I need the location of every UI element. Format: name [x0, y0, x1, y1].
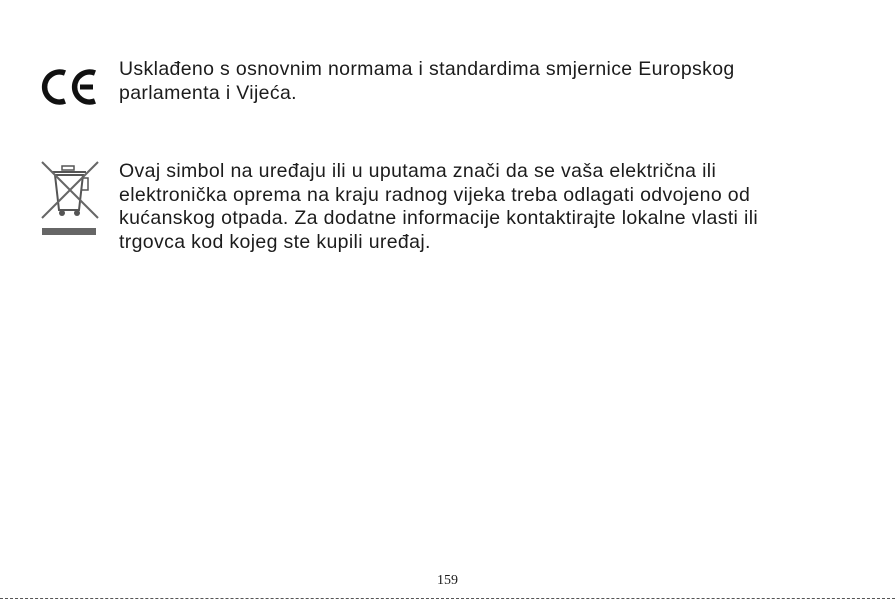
ce-mark-icon [40, 66, 98, 113]
ce-notice-text: Usklađeno s osnovnim normama i standardima smjernice Europskog parlamenta i Vijeća. [119, 58, 735, 104]
weee-notice-text: Ovaj simbol na uređaju ili u uputama znači da se vaša električna ili elektronička oprema na kraju radnog vijeka treba odlagati odvojeno od kućanskog otpada. Za dodatne informacije kontaktirajte lokalne vlasti ili trgovca kod kojeg ste kupili uređaj. [119, 160, 759, 253]
crossed-bin-icon [40, 160, 102, 243]
page-number: 159 [437, 573, 458, 588]
